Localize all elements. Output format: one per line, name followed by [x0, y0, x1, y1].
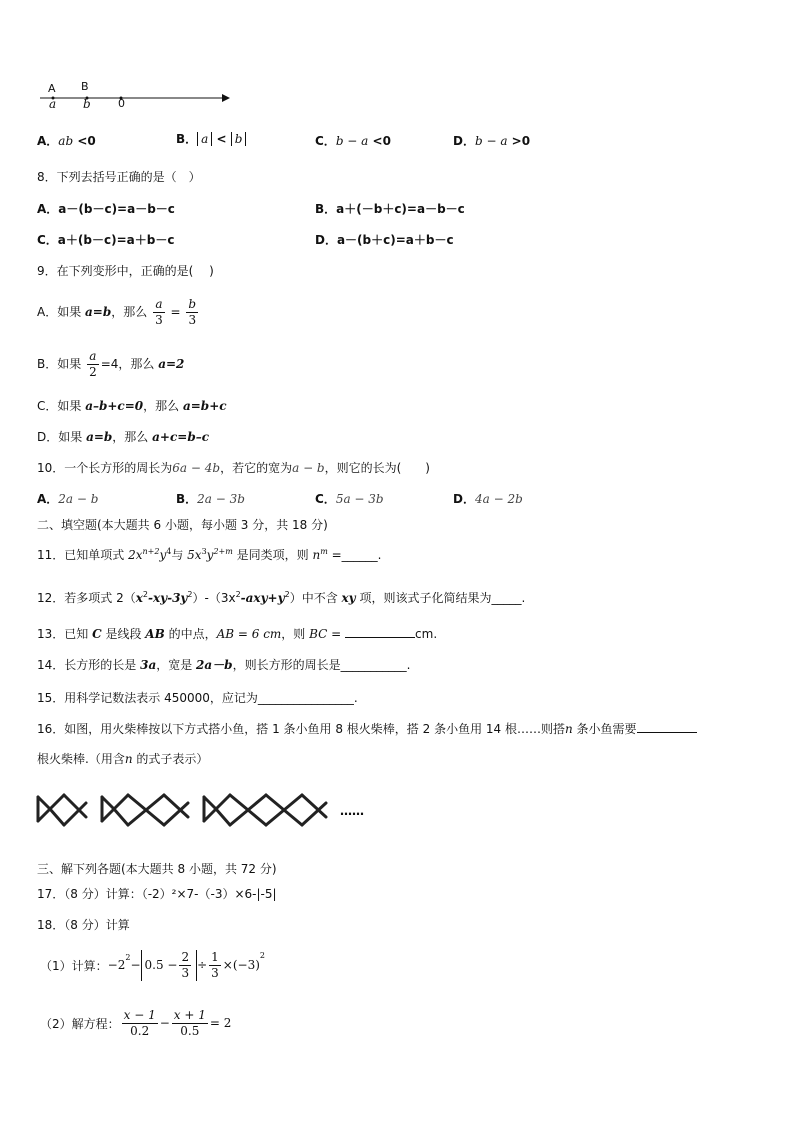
q18-p1-b: −	[130, 958, 141, 972]
q7-option-d-letter: D．	[453, 134, 475, 148]
point-a-label: A	[48, 82, 56, 95]
q9-b-den: 2	[89, 365, 97, 379]
q7-option-b-rel: <	[212, 132, 231, 146]
q7-option-b-letter: B．	[176, 132, 198, 146]
q10-c-letter: C．	[315, 492, 336, 506]
q18-p1-gden: 3	[211, 965, 219, 980]
q12-post: ）中不含	[289, 591, 342, 605]
q7-option-c-letter: C．	[315, 134, 336, 148]
var-a-label: a	[49, 97, 57, 111]
q8-option-b: B．a＋(－b＋c)=a－b－c	[315, 202, 465, 216]
q9-d-res: a+c=b–c	[152, 430, 210, 444]
q18-p1-abs	[141, 950, 198, 981]
var-b-label: b	[83, 97, 91, 111]
q9-a-mid: ，那么	[111, 305, 152, 319]
q7-option-a	[37, 132, 96, 149]
point-b-label: B	[81, 80, 89, 93]
q12-mid2: -axy+y	[240, 591, 285, 605]
q12-mid2-sup: 2	[284, 590, 290, 599]
q18-p1-gnum: 1	[211, 949, 219, 964]
q10-b-expr: 2a − 3b	[197, 492, 245, 506]
q13-ab: AB	[145, 627, 165, 641]
q11-term2-y-sup: 2+m	[213, 547, 233, 556]
q7-option-a-letter: A．	[37, 134, 59, 148]
q10-d-letter: D．	[453, 492, 475, 506]
q12	[37, 589, 525, 606]
abs-b: b	[231, 132, 247, 146]
q12-p1b: -xy-3y	[147, 591, 188, 605]
q10-option-d	[453, 490, 523, 507]
q11-mid: 与	[171, 548, 188, 562]
q11-term1-y-sup: 4	[166, 547, 172, 556]
q13-end: cm.	[415, 627, 438, 641]
q16-line1-pre: 16．如图，用火柴棒按以下方式搭小鱼，搭 1 条小鱼用 8 根火柴棒，搭 2 条小鱼用 14 根……则搭	[37, 722, 565, 736]
q9-b-res: a=2	[158, 357, 185, 371]
q8-stem: 8．下列去括号正确的是（ ）	[37, 170, 201, 184]
fish-ellipsis: ……	[340, 804, 364, 818]
q11-post: 是同类项，则	[232, 548, 313, 562]
q10-option-c	[315, 490, 384, 507]
q8-option-c: C．a＋(b－c)=a＋b－c	[37, 233, 175, 247]
q11-term1: 2x	[128, 548, 143, 562]
q18-p2-d1: 0.2	[130, 1023, 150, 1038]
q14-pre: 14．长方形的长是	[37, 658, 141, 672]
q11-res-sup: m	[320, 547, 328, 556]
q11-res: n	[312, 548, 321, 562]
q9-option-b	[37, 349, 184, 380]
q10-stem-3: ，则它的长为( )	[324, 461, 430, 475]
q18-part-1	[40, 945, 265, 985]
q9-d-mid: ，那么	[112, 430, 153, 444]
zero-label: 0	[118, 97, 125, 110]
q16-line-2	[37, 750, 208, 767]
q17: 17．（8 分）计算：（-2）²×7-（-3）×6-|-5|	[37, 887, 277, 901]
fish-1	[38, 795, 86, 825]
q10-c-expr: 5a − 3b	[335, 492, 384, 506]
q16-line2-post: 的式子表示）	[132, 752, 209, 766]
q12-xy: xy	[341, 591, 356, 605]
q18-p1-fden: 3	[181, 965, 190, 980]
q11-term2-sup: 3	[201, 547, 207, 556]
q13-mid2: 的中点，	[164, 627, 217, 641]
q18-p2-n1: x − 1	[123, 1007, 156, 1022]
q14	[37, 656, 410, 673]
q18-p1-a: −2	[107, 958, 126, 972]
q7-option-c-rel: <0	[368, 134, 391, 148]
q7-option-a-expr: ab	[58, 134, 74, 148]
q18-p1-a-sup: 2	[125, 953, 131, 962]
q9-c-res: a=b+c	[182, 399, 227, 413]
q16-line2-pre: 根火柴棒.（用含	[37, 752, 125, 766]
q18-p1-label: （1）计算：	[40, 958, 108, 973]
fish-group-3	[204, 795, 326, 825]
q9-option-c	[37, 397, 227, 414]
q7-option-b	[176, 130, 246, 147]
fish-group-2	[102, 795, 188, 825]
q7-option-c-expr: b − a	[335, 134, 369, 148]
q11-term1-y: y	[159, 548, 167, 562]
q10-stem-1: 10．一个长方形的周长为	[37, 461, 173, 475]
q9-b-post: =4，那么	[100, 357, 159, 371]
q10-stem	[37, 459, 430, 476]
q7-option-a-rel: <0	[73, 134, 96, 148]
q18-p2-label: （2）解方程：	[40, 1016, 120, 1031]
q16-line1-post: 条小鱼需要	[572, 722, 637, 736]
abs-a: a	[197, 132, 212, 146]
q18-p1-fnum: 2	[181, 949, 190, 964]
q15: 15．用科学记数法表示 450000，应记为________________.	[37, 691, 358, 705]
q10-stem-2: ，若它的宽为	[220, 461, 293, 475]
q13-pre: 13．已知	[37, 627, 93, 641]
q10-d-expr: 4a − 2b	[474, 492, 523, 506]
q10-a-expr: 2a − b	[58, 492, 99, 506]
q9-a-eq: =	[166, 305, 185, 319]
q9-a-cond: a=b	[85, 305, 112, 319]
q16-n: n	[564, 722, 573, 736]
q13-bc: BC =	[309, 627, 342, 641]
q11	[37, 546, 381, 563]
q10-a-letter: A．	[37, 492, 59, 506]
q14-wid: 2a－b	[196, 658, 233, 672]
q18-p2-minus: −	[159, 1016, 170, 1030]
q13-blank	[345, 625, 415, 638]
q10-b-letter: B．	[176, 492, 198, 506]
q9-b-num: a	[87, 349, 99, 365]
q11-term1-sup: n+2	[142, 547, 160, 556]
number-line-figure	[36, 78, 236, 114]
q18-p1-c: 0.5 −	[144, 958, 178, 972]
q13	[37, 625, 437, 642]
q11-pre: 11．已知单项式	[37, 548, 129, 562]
q9-a-num1: a	[153, 297, 165, 313]
q11-term2: 5x	[187, 548, 202, 562]
q9-a-pre: A．如果	[37, 305, 86, 319]
q8-option-d: D．a－(b＋c)=a＋b－c	[315, 233, 454, 247]
q18-p1-div: ÷	[197, 958, 208, 972]
q12-p1b-sup: 2	[187, 590, 193, 599]
q7-option-d-expr: b − a	[474, 134, 508, 148]
q18-p2-n2: x + 1	[173, 1007, 206, 1022]
q18-p2-eq: = 2	[209, 1016, 232, 1030]
q12-mid: ）-（3x	[192, 591, 236, 605]
q9-b-pre: B．如果	[37, 357, 86, 371]
q18-p1-end: ×(−3)	[222, 958, 260, 972]
q12-p1-sup: 2	[142, 590, 148, 599]
q14-mid: ，宽是	[156, 658, 197, 672]
q11-end: =______.	[327, 548, 382, 562]
q14-post: ，则长方形的周长是___________.	[232, 658, 411, 672]
q16-n-2: n	[124, 752, 133, 766]
q12-end: 项，则该式子化简结果为_____.	[355, 591, 526, 605]
q18-stem: 18．（8 分）计算	[37, 918, 130, 932]
q12-p1: x	[135, 591, 143, 605]
q9-c-pre: C．如果	[37, 399, 86, 413]
q12-pre: 12．若多项式 2（	[37, 591, 136, 605]
q7-option-d	[453, 132, 530, 149]
q9-stem: 9．在下列变形中，正确的是( )	[37, 264, 214, 278]
q13-mid: 是线段	[101, 627, 146, 641]
matchstick-fish-figure	[36, 785, 386, 835]
q9-a-num2: b	[188, 297, 197, 311]
section-3-heading: 三、解下列各题(本大题共 8 小题，共 72 分)	[37, 862, 277, 876]
section-2-heading: 二、填空题(本大题共 6 小题，每小题 3 分，共 18 分)	[37, 518, 328, 532]
q9-a-den1: 3	[155, 313, 163, 327]
q12-mid-sup: 2	[235, 590, 241, 599]
q16-blank	[637, 720, 697, 733]
q14-len: 3a	[140, 658, 157, 672]
q18-p1-end-sup: 2	[259, 951, 265, 960]
q9-d-cond: a=b	[86, 430, 113, 444]
q7-option-c	[315, 132, 391, 149]
q9-option-a	[37, 297, 200, 328]
q10-option-a	[37, 490, 98, 507]
number-line-arrow	[222, 94, 230, 102]
q13-c: C	[92, 627, 102, 641]
q9-c-cond: a–b+c=0	[85, 399, 144, 413]
q9-option-d	[37, 428, 209, 445]
q13-eq: AB = 6 cm	[216, 627, 282, 641]
q10-perimeter: 6a − 4b	[172, 461, 221, 475]
q9-d-pre: D．如果	[37, 430, 87, 444]
q18-p2-d2: 0.5	[180, 1023, 200, 1038]
q10-option-b	[176, 490, 245, 507]
q7-option-d-rel: >0	[507, 134, 531, 148]
q16-line-1	[37, 720, 697, 737]
q9-c-mid: ，那么	[143, 399, 183, 413]
q11-term2-y: y	[206, 548, 214, 562]
q13-post: ，则	[281, 627, 310, 641]
q9-a-den2: 3	[188, 313, 197, 327]
q10-width: a − b	[292, 461, 325, 475]
q18-part-2	[40, 1003, 231, 1043]
q8-option-a: A．a－(b－c)=a－b－c	[37, 202, 175, 216]
